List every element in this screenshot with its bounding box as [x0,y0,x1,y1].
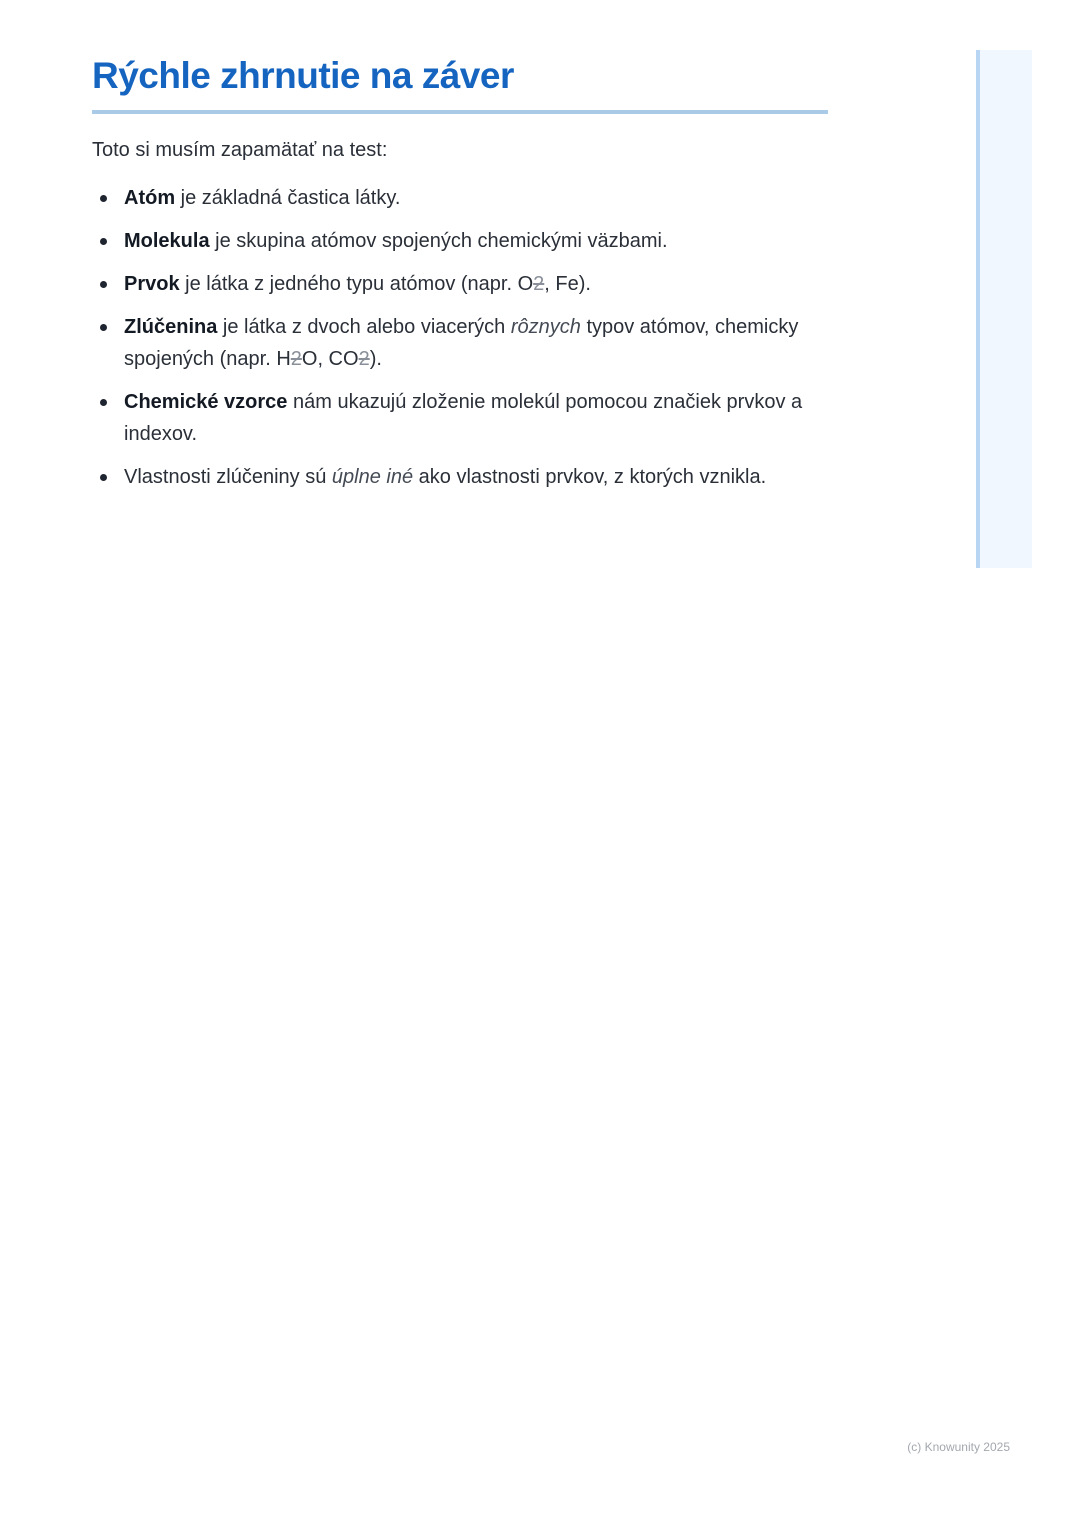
bullet-icon [100,399,107,406]
term-molecule: Molekula [124,230,210,252]
definition-text: nám ukazujú zloženie molekúl pomocou značiek prvkov a indexov. [124,391,803,445]
definition-text: je látka z jedného typu atómov (napr. O [179,273,534,295]
definition-text: O, CO [301,348,359,370]
definition-text: ). [369,348,382,370]
bullet-icon [100,195,107,202]
term-atom: Atóm [124,187,176,209]
list-item-properties [92,461,828,493]
summary-list [92,182,828,493]
subscript-index: 2 [290,348,302,370]
term-element: Prvok [124,273,180,295]
bullet-icon [100,474,107,481]
intro-text: Toto si musím zapamätať na test: [92,139,388,161]
subscript-index: 2 [358,348,370,370]
emphasis-text: rôznych [510,316,581,338]
side-panel [976,50,1032,568]
definition-text: je základná častica látky. [175,187,401,209]
emphasis-text: úplne iné [331,466,414,488]
list-item-molecule [92,225,828,257]
definition-text: je látka z dvoch alebo viacerých [217,316,511,338]
list-item-compound [92,311,828,375]
definition-text: , Fe). [544,273,591,295]
list-item-formulas [92,386,828,450]
definition-text: Vlastnosti zlúčeniny sú [124,466,332,488]
bullet-icon [100,281,107,288]
page-title: Rýchle zhrnutie na záver [92,52,828,114]
bullet-icon [100,324,107,331]
definition-text: ako vlastnosti prvkov, z ktorých vznikla. [413,466,767,488]
list-item-element [92,268,828,300]
term-compound: Zlúčenina [124,316,218,338]
copyright-footer: (c) Knowunity 2025 [907,1440,1010,1454]
list-item-atom [92,182,828,214]
bullet-icon [100,238,107,245]
definition-text: je skupina atómov spojených chemickými väzbami. [209,230,668,252]
subscript-index: 2 [533,273,545,295]
term-formulas: Chemické vzorce [124,391,288,413]
page-content [92,52,828,504]
definition-text: typov atómov, chemicky spojených (napr. H [124,316,799,370]
